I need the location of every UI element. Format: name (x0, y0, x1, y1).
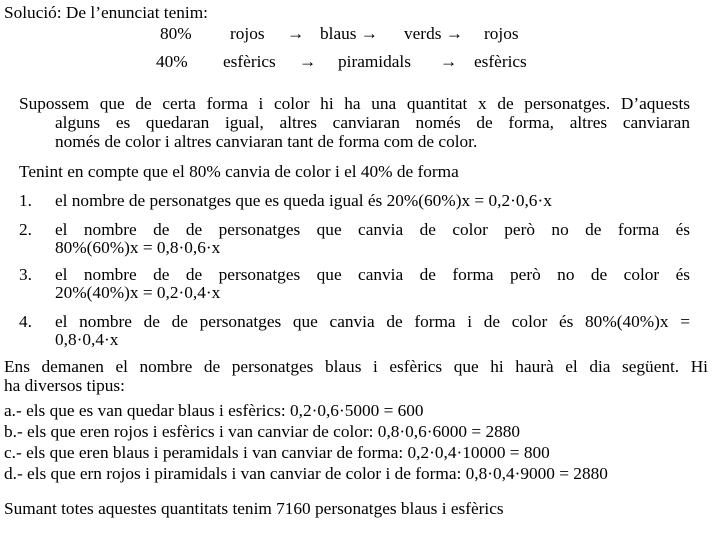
scheme-token: verds → (404, 24, 464, 43)
case-number: 4. (19, 312, 32, 331)
case-number: 3. (19, 265, 32, 284)
case-number: 1. (19, 191, 32, 210)
scheme-token: blaus → (320, 24, 379, 43)
scheme-token: esfèrics (474, 52, 527, 71)
type-item: b.- els que eren rojos i esfèrics i van canviar de color: 0,8·0,6·6000 = 2880 (4, 422, 521, 441)
arrow-symbol: → (440, 52, 458, 71)
case-number: 2. (19, 220, 32, 239)
case-line: el nombre de de personatges que canvia de color però no de forma és (55, 220, 690, 239)
scheme-token: rojos (484, 24, 519, 43)
paragraph-line: només de color i altres canviaran tant de forma com de color. (55, 132, 478, 151)
type-item: c.- els que eren blaus i peramidals i van canviar de forma: 0,2·0,4·10000 = 800 (4, 443, 550, 462)
case-line: el nombre de de personatges que canvia de forma però no de color és (55, 265, 690, 284)
conclusion-line: Sumant totes aquestes quantitats tenim 7160 personatges blaus i esfèrics (4, 499, 504, 518)
scheme-token: piramidals (338, 52, 411, 71)
arrow-symbol: → (299, 52, 317, 71)
case-line: 20%(40%)x = 0,2·0,4·x (55, 283, 221, 302)
type-item: d.- els que ern rojos i piramidals i van canviar de color i de forma: 0,8·0,4·9000 = 2880 (4, 464, 608, 483)
case-line: 0,8·0,4·x (55, 330, 119, 349)
solution-heading: Solució: De l’enunciat tenim: (4, 3, 208, 22)
scheme-token: rojos (230, 24, 265, 43)
question-line: Ens demanen el nombre de personatges blaus i esfèrics que hi haurà el dia següent. Hi (4, 357, 708, 376)
case-line: el nombre de de personatges que canvia de forma i de color és 80%(40%)x = (55, 312, 690, 331)
color-change-percent: 80% (160, 24, 192, 43)
question-line: ha diversos tipus: (4, 376, 125, 395)
shape-change-percent: 40% (156, 52, 188, 71)
paragraph-line: alguns es quedaran igual, altres canviaran només de forma, altres canviaran (55, 113, 690, 132)
type-item: a.- els que es van quedar blaus i esfèrics: 0,2·0,6·5000 = 600 (4, 401, 424, 420)
intro-line: Tenint en compte que el 80% canvia de color i el 40% de forma (19, 162, 459, 181)
case-line: 80%(60%)x = 0,8·0,6·x (55, 238, 221, 257)
scheme-token: esfèrics (223, 52, 276, 71)
paragraph-line: Supossem que de certa forma i color hi ha una quantitat x de personatges. D’aquests (19, 94, 690, 113)
arrow-symbol: → (287, 24, 305, 43)
case-line: el nombre de personatges que es queda igual és 20%(60%)x = 0,2·0,6·x (55, 191, 552, 210)
